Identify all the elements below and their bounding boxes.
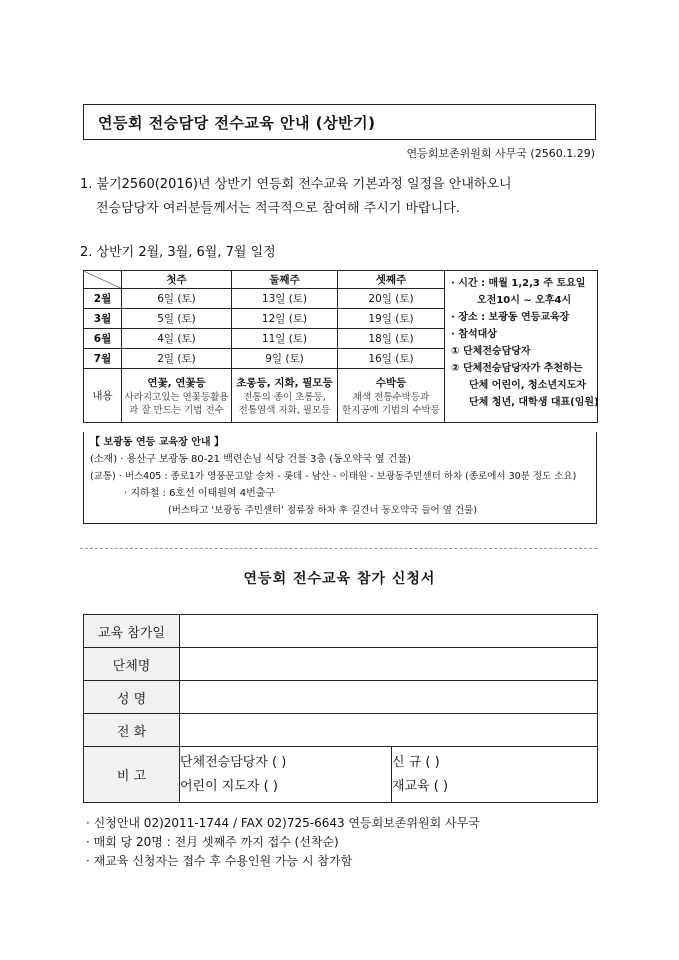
content-desc: 사라지고있는 연꽃등활용 bbox=[124, 391, 229, 403]
date-cell: 5일 (토) bbox=[122, 309, 232, 329]
content-desc: 채색 전통수박등과 bbox=[352, 391, 430, 403]
remarks-label: 비 고 bbox=[84, 747, 180, 803]
date-cell: 6일 (토) bbox=[122, 289, 232, 309]
month-label: 6월 bbox=[84, 329, 122, 349]
phone-label: 전 화 bbox=[84, 714, 180, 747]
date-field[interactable] bbox=[180, 615, 598, 648]
content-title: 초롱등, 지화, 필모등 bbox=[236, 376, 333, 389]
date-label: 교육 참가일 bbox=[84, 615, 180, 648]
info-line: ① 단체전승담당자 bbox=[451, 346, 531, 357]
re-education-option[interactable]: 재교육 ( ) bbox=[392, 778, 449, 794]
phone-field[interactable] bbox=[180, 714, 598, 747]
content-desc: 전통염색 지화, 필모등 bbox=[238, 404, 331, 416]
content-cell bbox=[122, 369, 232, 423]
info-line: · 참석대상 bbox=[451, 329, 497, 340]
notes bbox=[86, 814, 480, 871]
date-cell: 13일 (토) bbox=[232, 289, 338, 309]
application-form bbox=[83, 614, 598, 803]
group-label: 단체명 bbox=[84, 648, 180, 681]
location-subway: · 지하철 : 6호선 이태원역 4번출구 bbox=[124, 488, 276, 499]
location-subway-note: (버스타고 '보광동 주민센터' 정류장 하차 후 길건너 동오약국 들어 옆 건물) bbox=[168, 505, 477, 516]
leader-option[interactable]: 단체전승담당자 ( ) bbox=[180, 754, 287, 770]
name-field[interactable] bbox=[180, 681, 598, 714]
new-option[interactable]: 신 규 ( ) bbox=[392, 754, 440, 770]
content-desc: 한지공예 기법의 수박등 bbox=[342, 404, 440, 416]
month-label: 2월 bbox=[84, 289, 122, 309]
name-label: 성 명 bbox=[84, 681, 180, 714]
date-cell: 2일 (토) bbox=[122, 349, 232, 369]
note-item: · 신청안내 02)2011-1744 / FAX 02)725-6643 연등회보존위원회 사무국 bbox=[86, 816, 480, 830]
note-item: · 재교육 신청자는 접수 후 수용인원 가능 시 참가함 bbox=[86, 854, 353, 868]
month-label: 3월 bbox=[84, 309, 122, 329]
schedule-info bbox=[445, 271, 598, 423]
group-field[interactable] bbox=[180, 648, 598, 681]
date-cell: 12일 (토) bbox=[232, 309, 338, 329]
info-line: · 장소 : 보광동 연등교육장 bbox=[451, 312, 570, 323]
schedule-table bbox=[83, 270, 598, 423]
date-cell: 16일 (토) bbox=[338, 349, 445, 369]
child-leader-option[interactable]: 어린이 지도자 ( ) bbox=[180, 778, 278, 794]
schedule-heading: 2. 상반기 2월, 3월, 6월, 7월 일정 bbox=[80, 245, 276, 260]
info-line: 오전10시 ~ 오후4시 bbox=[477, 295, 572, 306]
corner-cell bbox=[84, 271, 122, 289]
location-bus: (교통) · 버스405 : 종로1가 영풍문고앞 승차 - 롯데 - 남산 - 이태원 - 보광동주민센터 하차 (종로에서 30분 정도 소요) bbox=[90, 471, 577, 482]
info-line: 단체 청년, 대학생 대표(임원) bbox=[469, 397, 599, 408]
col-header: 첫주 bbox=[122, 271, 232, 289]
content-cell bbox=[232, 369, 338, 423]
content-cell bbox=[338, 369, 445, 423]
content-title: 수박등 bbox=[375, 376, 407, 389]
date-cell: 9일 (토) bbox=[232, 349, 338, 369]
intro-line-2: 전승담당자 여러분들께서는 적극적으로 참여해 주시기 바랍니다. bbox=[96, 201, 460, 216]
form-title: 연등회 전수교육 참가 신청서 bbox=[243, 571, 436, 587]
date-cell: 18일 (토) bbox=[338, 329, 445, 349]
content-title: 연꽃, 연꽃등 bbox=[147, 376, 206, 389]
remarks-type-cell[interactable] bbox=[180, 747, 392, 803]
location-box bbox=[83, 432, 597, 524]
info-line: 단체 어린이, 청소년지도자 bbox=[469, 380, 587, 391]
date-cell: 20일 (토) bbox=[338, 289, 445, 309]
info-line: · 시간 : 매월 1,2,3 주 토요일 bbox=[451, 278, 586, 289]
cut-line bbox=[80, 548, 597, 549]
location-heading: 【 보광동 연등 교육장 안내 】 bbox=[90, 437, 225, 448]
date-cell: 4일 (토) bbox=[122, 329, 232, 349]
col-header: 셋째주 bbox=[338, 271, 445, 289]
content-desc: 전통의 종이 초롱등, bbox=[243, 391, 326, 403]
remarks-kind-cell[interactable] bbox=[392, 747, 598, 803]
month-label: 7월 bbox=[84, 349, 122, 369]
note-item: · 매회 당 20명 : 전月 셋째주 까지 접수 (선착순) bbox=[86, 835, 339, 849]
location-address: (소재) · 용산구 보광동 80-21 백련손님 식당 건물 3층 (동오약국 옆 건물) bbox=[90, 454, 412, 465]
date-cell: 11일 (토) bbox=[232, 329, 338, 349]
title-box bbox=[83, 104, 596, 140]
date-cell: 19일 (토) bbox=[338, 309, 445, 329]
col-header: 둘째주 bbox=[232, 271, 338, 289]
page-title: 연등회 전승담당 전수교육 안내 (상반기) bbox=[98, 113, 376, 132]
org-date: 연등회보존위원회 사무국 (2560.1.29) bbox=[406, 147, 595, 160]
content-label: 내용 bbox=[84, 369, 122, 423]
info-line: ② 단체전승담당자가 추천하는 bbox=[451, 363, 583, 374]
intro-line-1: 1. 불기2560(2016)년 상반기 연등회 전수교육 기본과정 일정을 안내하오니 bbox=[80, 177, 512, 192]
content-desc: 과 잘 만드는 기법 전수 bbox=[129, 404, 224, 416]
